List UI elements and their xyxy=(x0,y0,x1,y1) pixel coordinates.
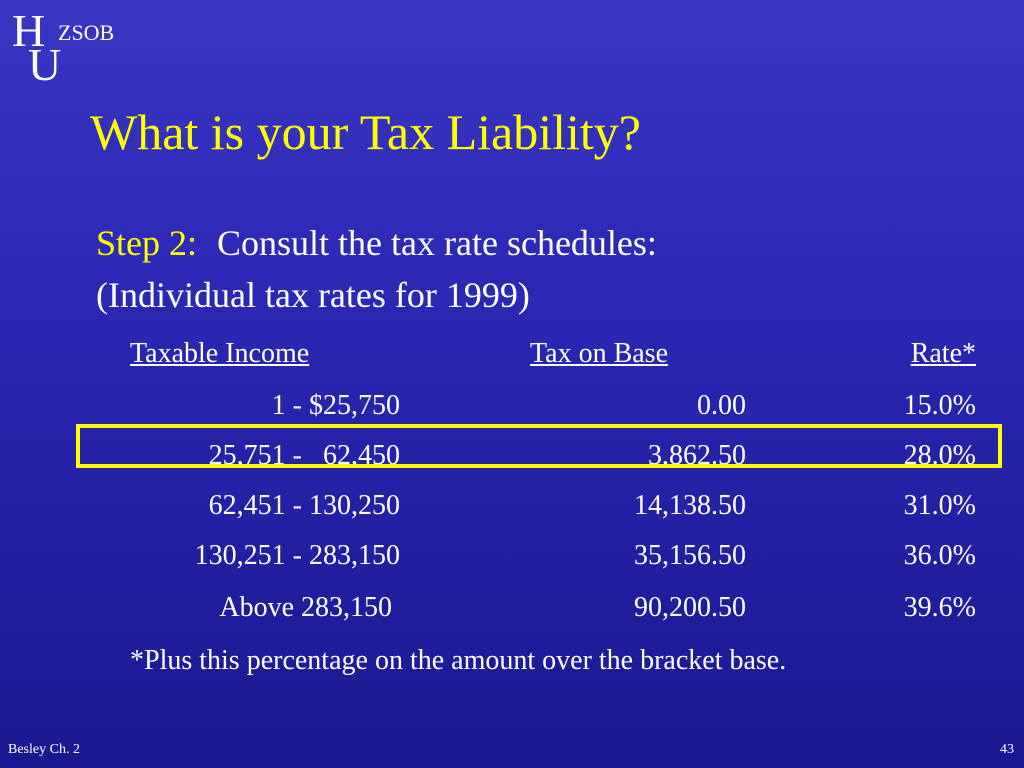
step-line xyxy=(96,218,657,268)
table-header-row xyxy=(0,334,1024,374)
hzsob-logo xyxy=(8,5,138,90)
footer-source: Besley Ch. 2 xyxy=(8,742,80,757)
step-label: Step 2: xyxy=(96,223,198,263)
highlight-box xyxy=(76,424,1002,468)
logo-letter-u: U xyxy=(28,39,62,90)
base-cell: 14,138.50 xyxy=(634,490,746,521)
table-row xyxy=(0,536,1024,576)
logo-text: ZSOB xyxy=(58,20,115,45)
step-text: Consult the tax rate schedules: xyxy=(217,223,657,263)
base-cell: 35,156.50 xyxy=(634,540,746,571)
rate-cell: 15.0% xyxy=(903,390,976,421)
header-tax-on-base: Tax on Base xyxy=(530,338,669,369)
header-taxable-income: Taxable Income xyxy=(130,338,310,369)
table-row xyxy=(0,386,1024,426)
logo-letter-h: H xyxy=(12,5,46,56)
base-cell: 90,200.50 xyxy=(634,592,746,623)
rate-cell: 28.0% xyxy=(903,440,976,471)
base-cell: 3,862.50 xyxy=(648,440,746,471)
base-cell: 0.00 xyxy=(697,390,746,421)
header-rate: Rate* xyxy=(910,338,976,369)
rate-footnote: *Plus this percentage on the amount over the bracket base. xyxy=(130,645,787,676)
income-cell: 25,751 - 62,450 xyxy=(208,440,400,471)
tax-year-note: (Individual tax rates for 1999) xyxy=(96,275,530,315)
table-row xyxy=(0,486,1024,526)
income-cell: 1 - $25,750 xyxy=(271,390,400,421)
slide-title: What is your Tax Liability? xyxy=(90,104,642,160)
income-cell: Above 283,150 xyxy=(219,592,392,623)
rate-cell: 39.6% xyxy=(903,592,976,623)
income-cell: 62,451 - 130,250 xyxy=(208,490,400,521)
rate-cell: 31.0% xyxy=(903,490,976,521)
slide-number: 43 xyxy=(1000,742,1014,757)
table-row xyxy=(0,588,1024,628)
income-cell: 130,251 - 283,150 xyxy=(194,540,400,571)
rate-cell: 36.0% xyxy=(903,540,976,571)
